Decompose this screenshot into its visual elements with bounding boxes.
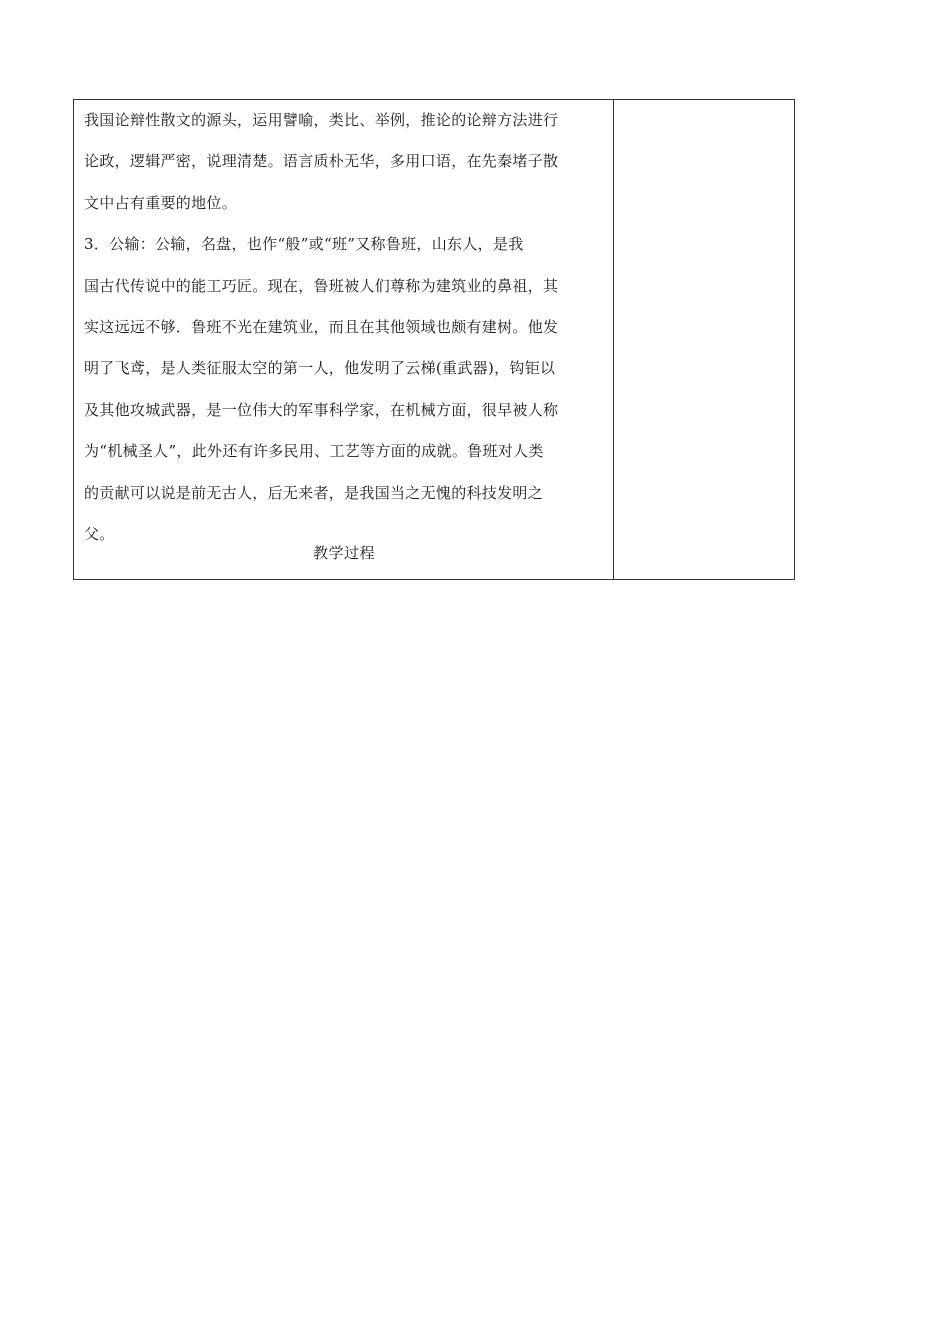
text-line: 3．公输：公输，名盘，也作“般”或“班”又称鲁班，山东人，是我 xyxy=(84,235,524,254)
table-cell-main xyxy=(74,100,614,579)
section-heading-teaching-process: 教学过程 xyxy=(312,544,375,562)
content-table xyxy=(73,99,795,580)
text-line: 论政，逻辑严密，说理清楚。语言质朴无华，多用口语，在先秦堵子散 xyxy=(84,152,559,171)
text-line: 我国论辩性散文的源头，运用譬喻，类比、举例，推论的论辩方法进行 xyxy=(84,111,559,129)
text-line: 国古代传说中的能工巧匠。现在，鲁班被人们尊称为建筑业的鼻祖，其 xyxy=(84,276,559,295)
text-line: 及其他攻城武器，是一位伟大的军事科学家，在机械方面，很早被人称 xyxy=(84,400,559,419)
text-line: 的贡献可以说是前无古人，后无来者，是我国当之无愧的科技发明之 xyxy=(84,483,544,502)
text-line: 文中占有重要的地位。 xyxy=(84,193,238,212)
table-cell-side xyxy=(614,100,794,579)
text-line: 为“机械圣人”，此外还有许多民用、工艺等方面的成就。鲁班对人类 xyxy=(84,442,544,461)
text-line: 实这远远不够．鲁班不光在建筑业，而且在其他领域也颇有建树。他发 xyxy=(84,317,559,336)
text-line: 明了飞鸢，是人类征服太空的第一人，他发明了云梯(重武器)，钩钜以 xyxy=(84,359,556,378)
text-line: 父。 xyxy=(84,524,115,543)
paragraph-block xyxy=(84,100,609,555)
